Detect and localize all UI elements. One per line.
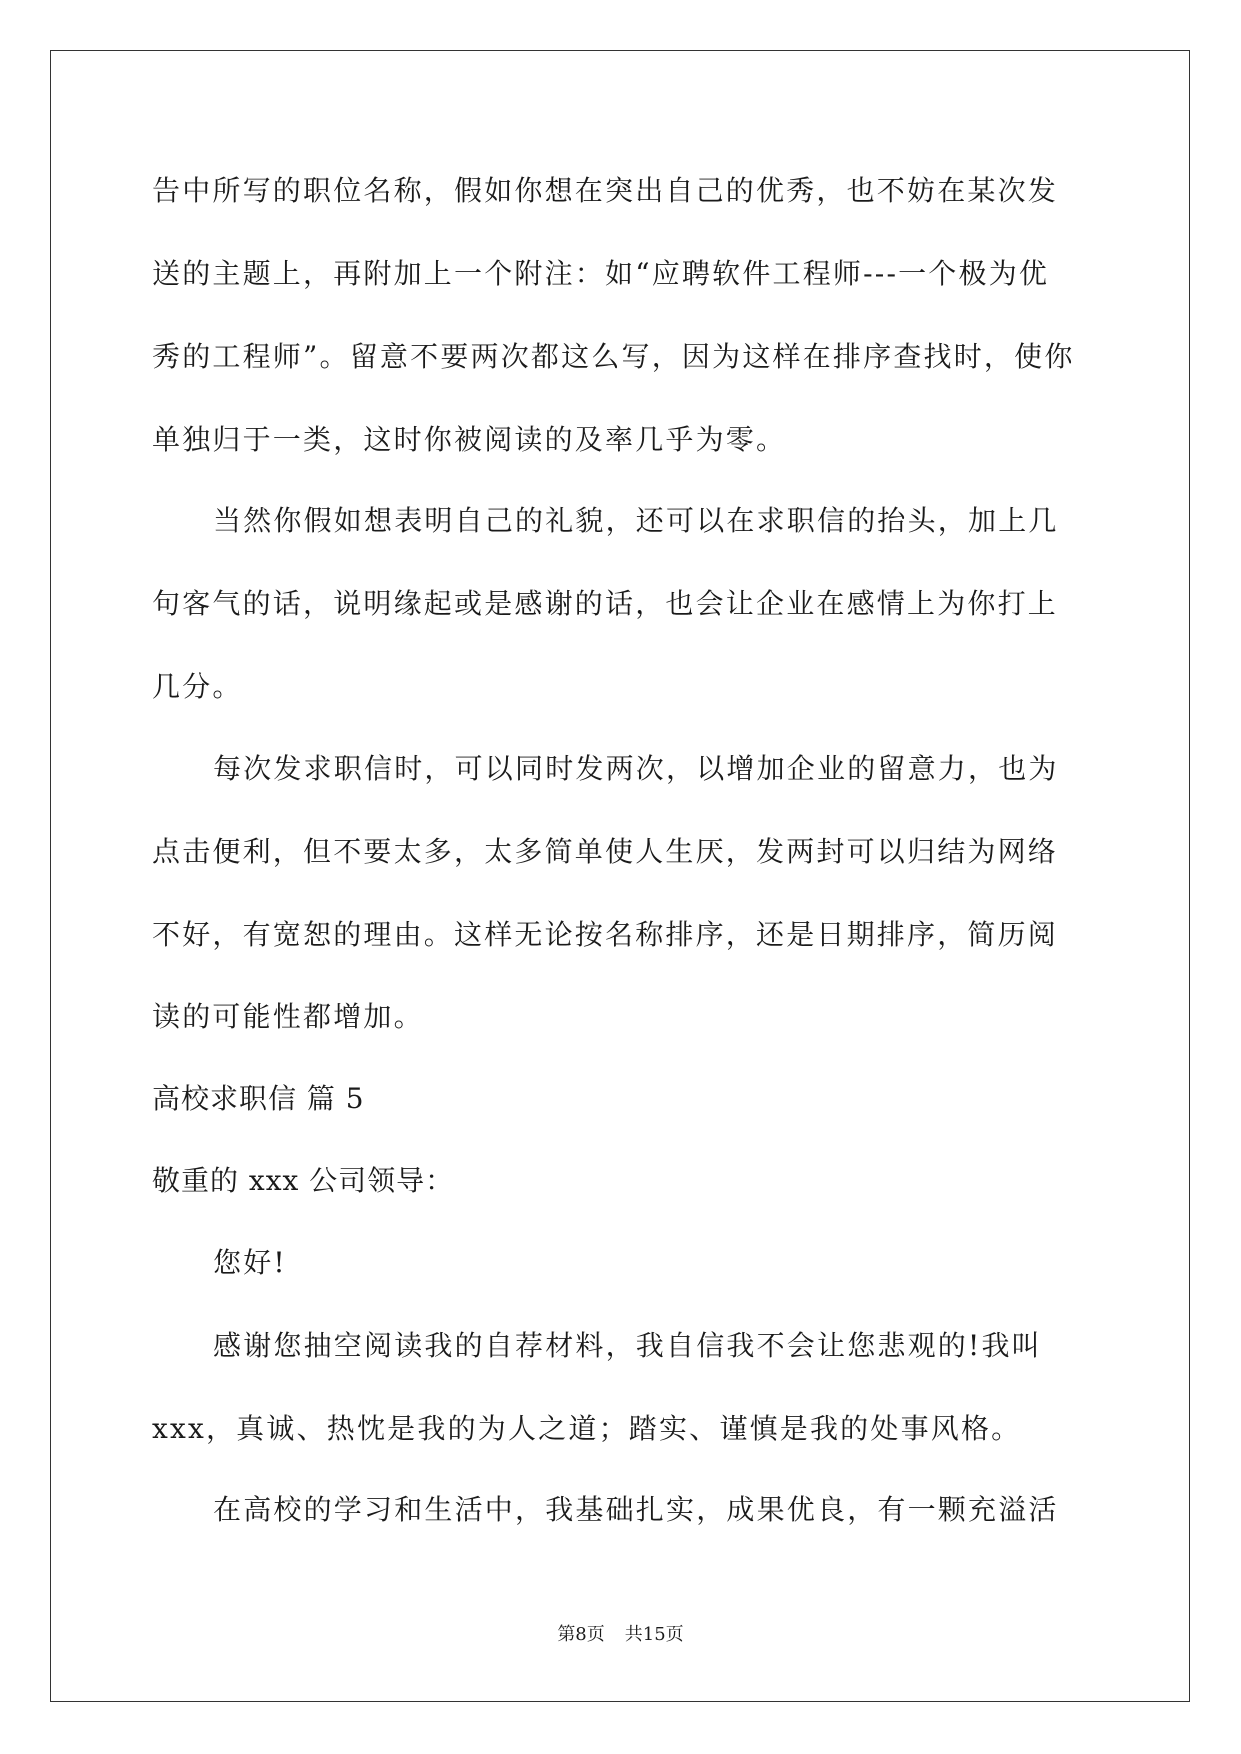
body-line: 读的可能性都增加。 — [152, 1000, 424, 1033]
page-number: 第8页 — [557, 1624, 605, 1645]
body-line: 每次发求职信时，可以同时发两次，以增加企业的留意力，也为 — [213, 752, 1059, 785]
body-line: 句客气的话，说明缘起或是感谢的话，也会让企业在感情上为你打上 — [152, 587, 1059, 620]
salutation: 敬重的 xxx 公司领导： — [152, 1164, 455, 1197]
body-line: 送的主题上，再附加上一个附注：如“应聘软件工程师---一个极为优 — [152, 257, 1050, 290]
body-line: 几分。 — [152, 670, 243, 703]
page-total: 共15页 — [624, 1624, 684, 1645]
greeting: 您好! — [213, 1246, 287, 1279]
page-footer — [0, 1623, 1241, 1647]
body-line: 秀的工程师”。留意不要两次都这么写，因为这样在排序查找时，使你 — [152, 340, 1075, 373]
section-heading: 高校求职信 篇 5 — [152, 1082, 365, 1115]
page-border — [50, 50, 1190, 1702]
body-line: xxx，真诚、热忱是我的为人之道；踏实、谨慎是我的处事风格。 — [152, 1412, 1022, 1445]
body-line: 不好，有宽恕的理由。这样无论按名称排序，还是日期排序，简历阅 — [152, 918, 1059, 951]
body-line: 点击便利，但不要太多，太多简单使人生厌，发两封可以归结为网络 — [152, 835, 1059, 868]
body-line: 感谢您抽空阅读我的自荐材料，我自信我不会让您悲观的!我叫 — [213, 1329, 1042, 1362]
body-line: 单独归于一类，这时你被阅读的及率几乎为零。 — [152, 423, 787, 456]
body-line: 当然你假如想表明自己的礼貌，还可以在求职信的抬头，加上几 — [213, 504, 1059, 537]
body-line: 告中所写的职位名称，假如你想在突出自己的优秀，也不妨在某次发 — [152, 174, 1059, 207]
body-line: 在高校的学习和生活中，我基础扎实，成果优良，有一颗充溢活 — [213, 1493, 1059, 1526]
